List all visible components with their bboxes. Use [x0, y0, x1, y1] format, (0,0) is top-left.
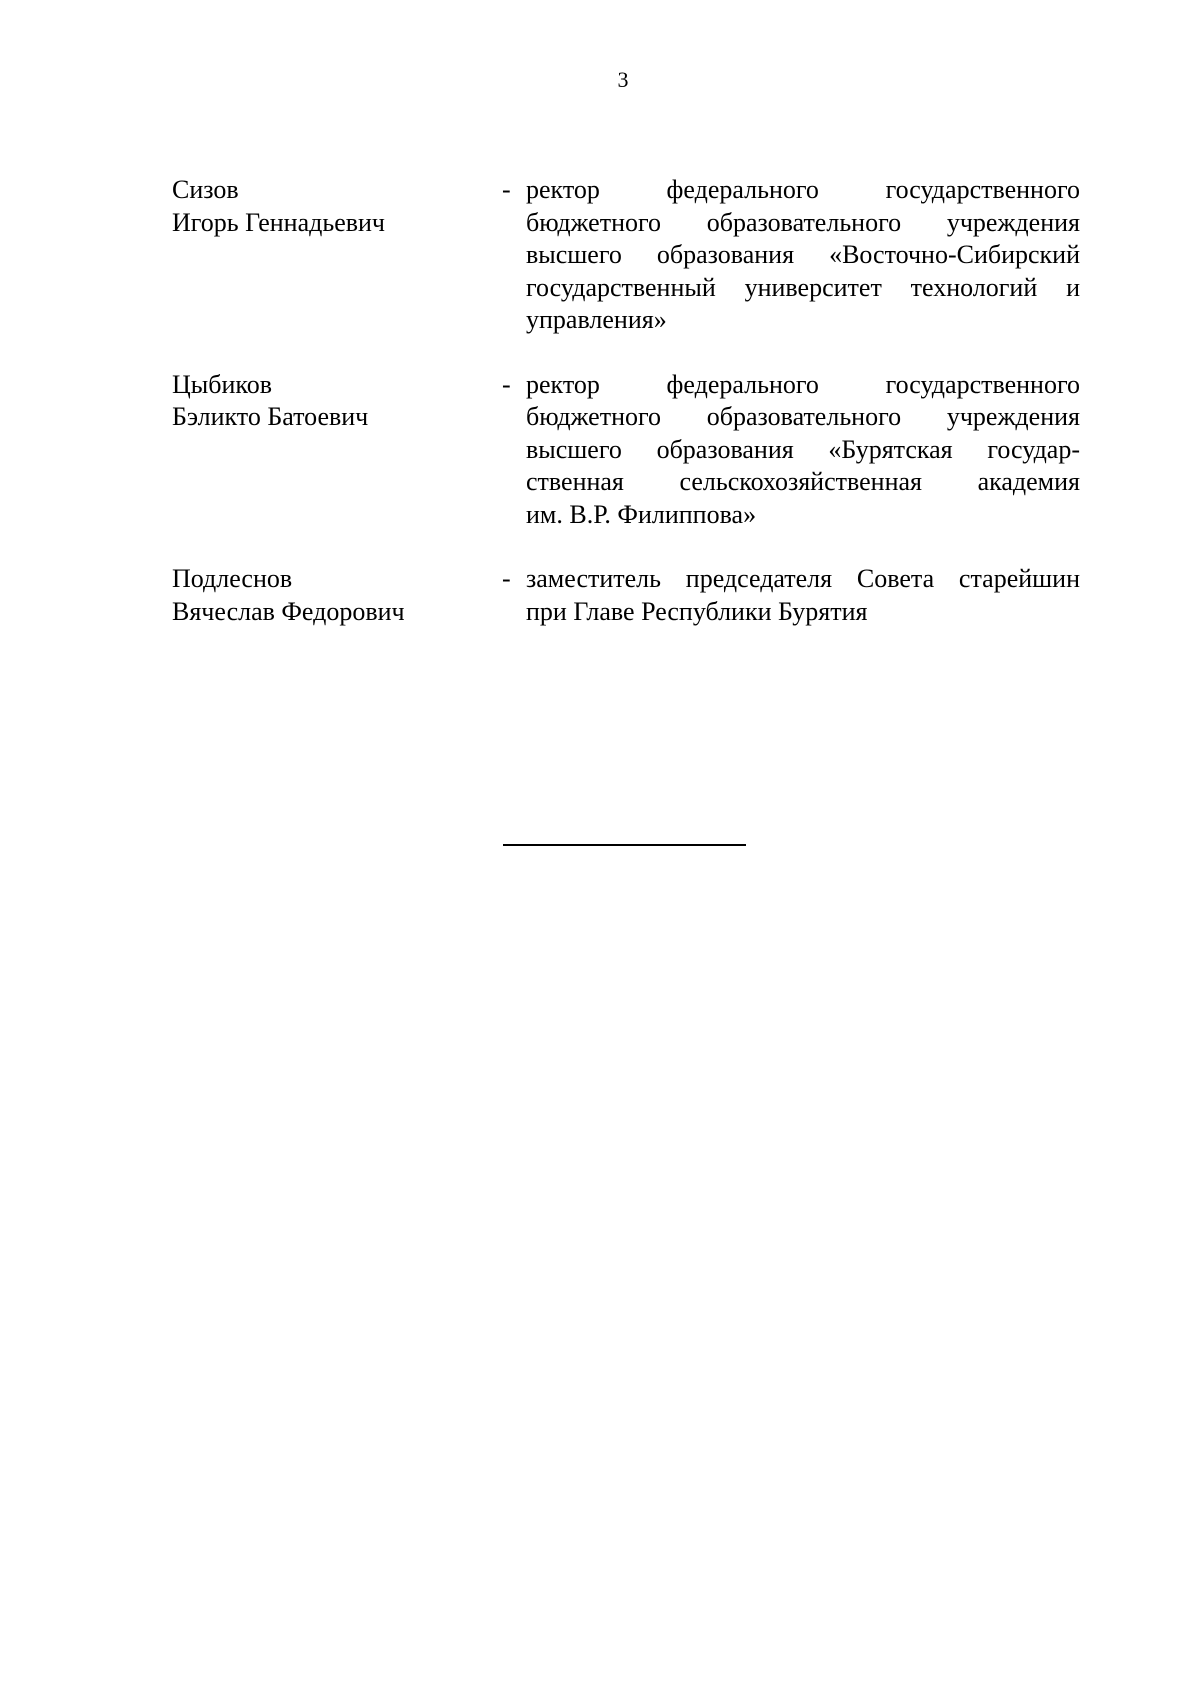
member-surname: Цыбиков [172, 369, 272, 399]
member-entry [172, 174, 1080, 337]
member-role-line: заместитель председателя Совета старейшин [526, 564, 1080, 593]
member-role-line: бюджетного образовательного учреждения [526, 402, 1080, 431]
member-role-line: управления» [526, 305, 667, 334]
member-given-names: Бэликто Батоевич [172, 402, 369, 431]
page-number: 3 [617, 67, 629, 92]
member-role [526, 563, 1080, 628]
member-role-line: высшего образования «Восточно-Сибирский [526, 240, 1080, 269]
separator-dash: - [502, 175, 511, 204]
separator-dash: - [502, 564, 511, 593]
member-given-names: Игорь Геннадьевич [172, 207, 386, 237]
member-role-line: ректор федерального государственного [526, 175, 1080, 204]
member-role-line: ственная сельскохозяйственная академия [526, 467, 1080, 496]
member-role-line: им. В.Р. Филиппова» [526, 499, 757, 529]
member-role [526, 369, 1080, 532]
member-entry [172, 369, 1080, 532]
member-role-line: бюджетного образовательного учреждения [526, 207, 1080, 237]
member-name [172, 563, 502, 628]
member-name [172, 369, 502, 434]
member-role [526, 174, 1080, 337]
member-entry [172, 563, 1080, 628]
closing-rule [503, 844, 746, 846]
member-role-line: при Главе Республики Бурятия [526, 596, 868, 626]
member-surname: Подлеснов [172, 564, 293, 593]
member-surname: Сизов [172, 175, 239, 204]
separator-dash: - [502, 369, 511, 399]
members-list [172, 174, 1080, 660]
member-given-names: Вячеслав Федорович [172, 596, 405, 626]
member-role-line: высшего образования «Бурятская государ- [526, 434, 1080, 464]
member-role-line: ректор федерального государственного [526, 369, 1080, 399]
member-role-line: государственный университет технологий и [526, 272, 1080, 302]
member-name [172, 174, 502, 239]
